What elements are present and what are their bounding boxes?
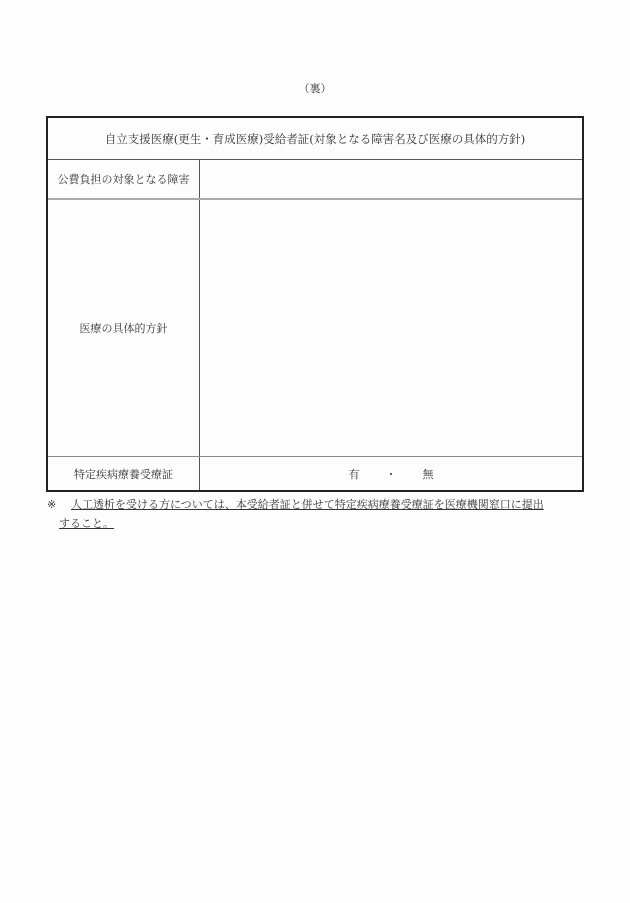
public-burden-disability-row [48, 160, 582, 200]
form-title-row [48, 118, 582, 160]
medical-policy-label: 医療の具体的方針 [48, 200, 200, 456]
page-side-label: （裏） [298, 82, 332, 95]
note-mark: ※ [47, 498, 57, 511]
medical-policy-field[interactable] [200, 200, 582, 456]
medical-policy-row [48, 200, 582, 457]
note-text-line2: すること。 [59, 517, 114, 530]
specific-disease-certificate-label: 特定疾病療養受療証 [48, 457, 200, 490]
choice-separator: ・ [385, 467, 397, 481]
specific-disease-certificate-choices [200, 457, 582, 490]
note-text-line1: 人工透析を受ける方については、本受給者証と併せて特定疾病療養受療証を医療機関窓口に提出 [71, 498, 544, 511]
choice-yes[interactable]: 有 [348, 467, 360, 481]
certificate-form-table [46, 116, 584, 492]
public-burden-disability-label: 公費負担の対象となる障害 [48, 160, 200, 198]
public-burden-disability-field[interactable] [200, 160, 582, 198]
form-title: 自立支援医療(更生・育成医療)受給者証(対象となる障害名及び医療の具体的方針) [104, 131, 526, 146]
choice-no[interactable]: 無 [422, 467, 434, 481]
specific-disease-certificate-row [48, 457, 582, 490]
